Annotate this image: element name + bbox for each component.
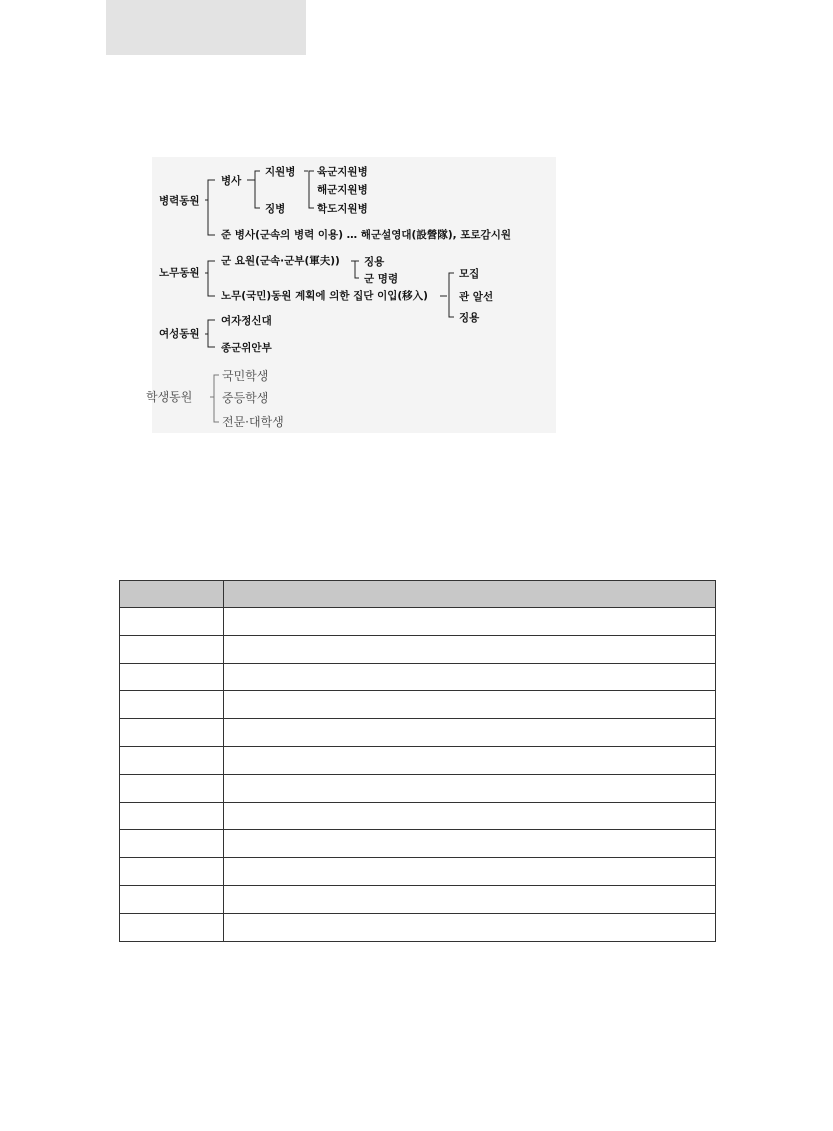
node-military-civilian: 군 요원(군속·군부(軍夫)) [221, 255, 340, 267]
table-cell [120, 802, 224, 830]
bracket-soldier [255, 171, 260, 208]
table-cell [120, 885, 224, 913]
node-navy-volunteer: 해군지원병 [317, 184, 368, 196]
node-college-students: 전문·대학생 [222, 415, 284, 429]
node-womens-corps: 여자정신대 [221, 315, 272, 327]
table-row [120, 858, 716, 886]
table-body [120, 608, 716, 942]
table-row [120, 830, 716, 858]
table-row [120, 691, 716, 719]
bracket-military [208, 180, 215, 235]
bracket-volunteer [309, 171, 314, 208]
bracket-women [208, 320, 215, 347]
table-cell [120, 663, 224, 691]
table-row [120, 885, 716, 913]
table-row [120, 913, 716, 941]
table-row [120, 719, 716, 747]
group-label-labor: 노무동원 [159, 267, 200, 279]
node-military-order: 군 명령 [364, 273, 399, 285]
table-row [120, 802, 716, 830]
node-group-migration: 노무(국민)동원 계획에 의한 집단 이입(移入) [221, 290, 428, 302]
header-block [106, 0, 306, 55]
node-army-volunteer: 육군지원병 [317, 166, 368, 178]
data-table [119, 580, 716, 942]
table-cell [224, 913, 716, 941]
table-cell [120, 774, 224, 802]
table-row [120, 663, 716, 691]
table-cell [120, 608, 224, 636]
table-cell [120, 746, 224, 774]
bracket-civilian [355, 261, 359, 278]
group-label-students: 학생동원 [146, 390, 193, 404]
table-row [120, 774, 716, 802]
table-cell [224, 608, 716, 636]
bracket-labor [208, 261, 215, 296]
group-label-military: 병력동원 [159, 195, 200, 207]
table-row [120, 635, 716, 663]
table-cell [224, 663, 716, 691]
table-cell [224, 802, 716, 830]
node-volunteer: 지원병 [265, 166, 296, 178]
bracket-migration [449, 273, 454, 317]
node-comfort-women: 종군위안부 [221, 342, 272, 354]
table-cell [120, 830, 224, 858]
table-cell [224, 858, 716, 886]
table-cell [120, 858, 224, 886]
node-official-mediation: 관 알선 [459, 291, 494, 303]
node-student-volunteer: 학도지원병 [317, 203, 368, 215]
table-cell [120, 691, 224, 719]
table-cell [224, 885, 716, 913]
group-label-women: 여성동원 [159, 328, 200, 340]
table-cell [224, 774, 716, 802]
table-cell [224, 830, 716, 858]
table-cell [120, 635, 224, 663]
table-cell [224, 746, 716, 774]
node-elementary-students: 국민학생 [222, 369, 269, 383]
table-header-cell [120, 581, 224, 608]
table-cell [120, 913, 224, 941]
mobilization-diagram-svg [146, 157, 556, 433]
table-row [120, 608, 716, 636]
table-cell [224, 719, 716, 747]
node-secondary-students: 중등학생 [222, 391, 269, 405]
table-cell [224, 691, 716, 719]
table-header-row [120, 581, 716, 608]
table-cell [224, 635, 716, 663]
node-soldier: 병사 [221, 175, 242, 187]
bracket-students [214, 375, 219, 422]
node-conscript: 징병 [265, 203, 286, 215]
table-header-cell [224, 581, 716, 608]
node-quasi-soldier: 준 병사(군속의 병력 이용) … 해군설영대(設營隊), 포로감시원 [221, 229, 511, 241]
table-cell [120, 719, 224, 747]
node-recruit: 모집 [459, 268, 480, 280]
node-draft-2: 징용 [459, 312, 480, 324]
table-row [120, 746, 716, 774]
mobilization-diagram [146, 157, 556, 433]
node-draft: 징용 [364, 256, 385, 268]
